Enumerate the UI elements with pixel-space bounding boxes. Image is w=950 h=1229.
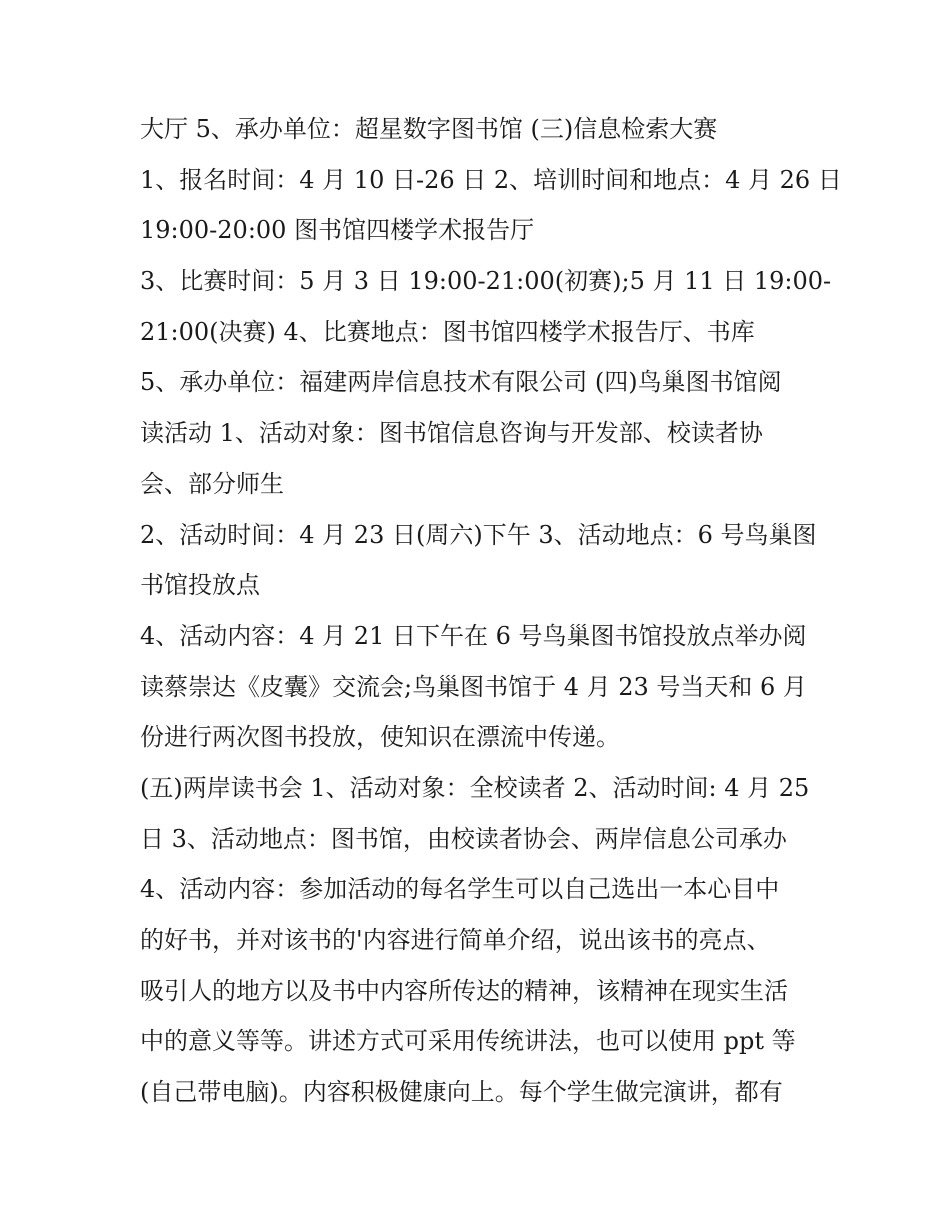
text-line: 3、比赛时间：5 月 3 日 19:00-21:00(初赛);5 月 11 日 19:00- xyxy=(140,267,832,296)
text-line: 4、活动内容：4 月 21 日下午在 6 号鸟巢图书馆投放点举办阅 xyxy=(140,621,807,650)
text-line: 中的意义等等。讲述方式可采用传统讲法，也可以使用 ppt 等 xyxy=(140,1027,796,1056)
text-line: 日 3、活动地点：图书馆，由校读者协会、两岸信息公司承办 xyxy=(140,824,787,853)
text-line: (自己带电脑)。内容积极健康向上。每个学生做完演讲，都有 xyxy=(140,1078,783,1107)
text-line: 份进行两次图书投放，使知识在漂流中传递。 xyxy=(140,723,620,752)
text-line: 读蔡崇达《皮囊》交流会;鸟巢图书馆于 4 月 23 号当天和 6 月 xyxy=(140,672,807,701)
text-line: 书馆投放点 xyxy=(140,571,260,600)
text-line: 的好书，并对该书的'内容进行简单介绍，说出该书的亮点、 xyxy=(140,926,771,954)
text-line: 会、部分师生 xyxy=(140,469,284,498)
body-text xyxy=(140,104,842,1118)
text-line: 21:00(决赛) 4、比赛地点：图书馆四楼学术报告厅、书库 xyxy=(140,317,755,346)
text-line: 读活动 1、活动对象：图书馆信息咨询与开发部、校读者协 xyxy=(140,419,763,448)
text-line: 5、承办单位：福建两岸信息技术有限公司 (四)鸟巢图书馆阅 xyxy=(140,368,782,397)
text-line: 19:00-20:00 图书馆四楼学术报告厅 xyxy=(140,216,535,245)
text-line: 吸引人的地方以及书中内容所传达的精神，该精神在现实生活 xyxy=(140,976,788,1005)
text-line: (五)两岸读书会 1、活动对象：全校读者 2、活动时间: 4 月 25 xyxy=(140,773,810,802)
text-line: 1、报名时间：4 月 10 日-26 日 2、培训时间和地点：4 月 26 日 xyxy=(140,165,842,194)
text-line: 2、活动时间：4 月 23 日(周六)下午 3、活动地点：6 号鸟巢图 xyxy=(140,520,817,549)
text-line: 4、活动内容：参加活动的每名学生可以自己选出一本心目中 xyxy=(140,875,780,904)
text-line: 大厅 5、承办单位：超星数字图书馆 (三)信息检索大赛 xyxy=(140,115,718,143)
